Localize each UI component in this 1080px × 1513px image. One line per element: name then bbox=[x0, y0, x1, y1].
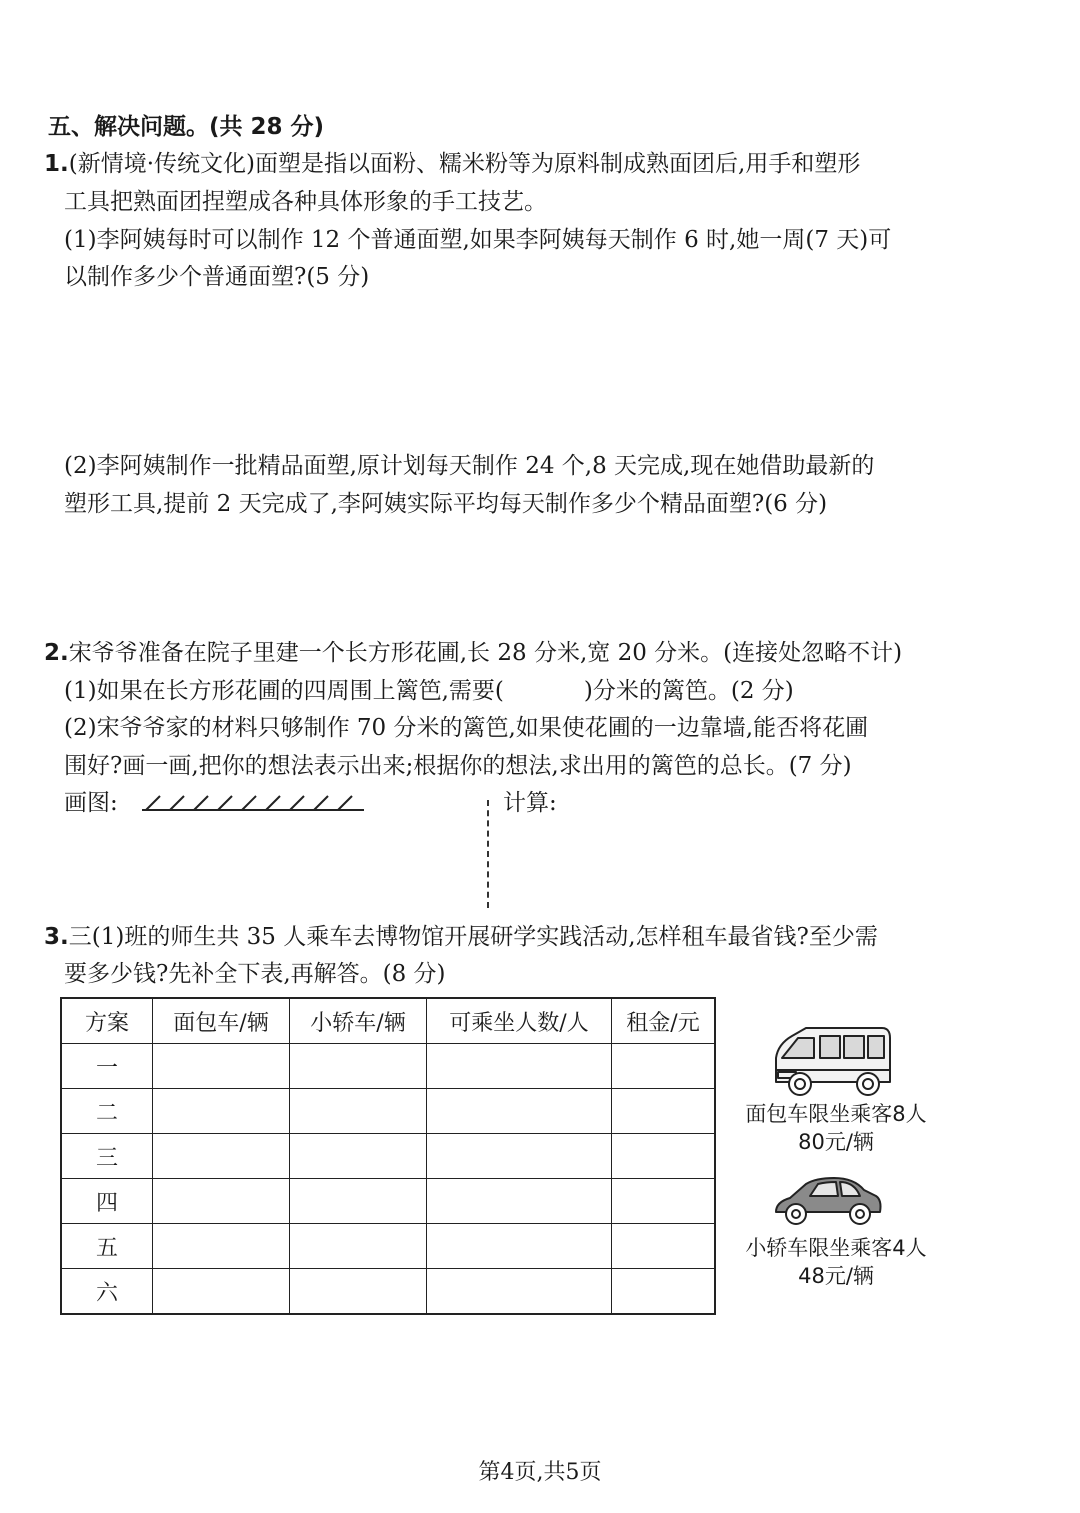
answer-cell[interactable] bbox=[612, 1224, 716, 1269]
answer-cell[interactable] bbox=[290, 1179, 427, 1224]
wall-hatch-icon bbox=[140, 790, 368, 814]
answer-cell[interactable] bbox=[153, 1224, 290, 1269]
car-price-label: 48元/辆 bbox=[798, 1264, 874, 1288]
question-1-part1-line1: (1)李阿姨每时可以制作 12 个普通面塑,如果李阿姨每天制作 6 时,她一周(7 天)可 bbox=[64, 227, 892, 253]
question-2-part1 bbox=[64, 676, 794, 706]
answer-cell[interactable] bbox=[290, 1089, 427, 1134]
question-2-number: 2. bbox=[44, 640, 69, 666]
rental-plan-table bbox=[60, 997, 716, 1315]
answer-cell[interactable] bbox=[153, 1134, 290, 1179]
question-2-part2-line2: 围好?画一画,把你的想法表示出来;根据你的想法,求出用的篱笆的总长。(7 分) bbox=[64, 753, 852, 779]
answer-cell[interactable] bbox=[290, 1269, 427, 1315]
answer-cell[interactable] bbox=[612, 1179, 716, 1224]
question-2-intro-text: 宋爷爷准备在院子里建一个长方形花圃,长 28 分米,宽 20 分米。(连接处忽略不计) bbox=[68, 640, 903, 666]
answer-cell[interactable] bbox=[427, 1044, 612, 1089]
answer-cell[interactable] bbox=[290, 1224, 427, 1269]
calc-label: 计算: bbox=[503, 790, 557, 816]
plan-label: 六 bbox=[61, 1269, 153, 1315]
question-1-intro-line1: (新情境·传统文化)面塑是指以面粉、糯米粉等为原料制成熟面团后,用手和塑形 bbox=[68, 151, 861, 177]
van-capacity-label: 面包车限坐乘客8人 bbox=[745, 1102, 927, 1126]
column-header: 面包车/辆 bbox=[153, 998, 290, 1044]
answer-cell[interactable] bbox=[153, 1044, 290, 1089]
question-2-part1-after: )分米的篱笆。(2 分) bbox=[583, 678, 794, 704]
column-header: 方案 bbox=[61, 998, 153, 1044]
question-3-number: 3. bbox=[44, 924, 69, 950]
page-number-footer: 第4页,共5页 bbox=[478, 1460, 602, 1485]
answer-cell[interactable] bbox=[290, 1044, 427, 1089]
question-3-intro bbox=[44, 922, 878, 952]
plan-label: 一 bbox=[61, 1044, 153, 1089]
answer-cell[interactable] bbox=[427, 1134, 612, 1179]
table-row bbox=[61, 1224, 715, 1269]
table-row bbox=[61, 1269, 715, 1315]
table-row bbox=[61, 1134, 715, 1179]
answer-cell[interactable] bbox=[427, 1269, 612, 1315]
plan-label: 二 bbox=[61, 1089, 153, 1134]
plan-label: 五 bbox=[61, 1224, 153, 1269]
answer-cell[interactable] bbox=[612, 1044, 716, 1089]
plan-label: 四 bbox=[61, 1179, 153, 1224]
table-row bbox=[61, 1179, 715, 1224]
car-icon bbox=[772, 1170, 884, 1232]
answer-cell[interactable] bbox=[290, 1134, 427, 1179]
answer-cell[interactable] bbox=[427, 1179, 612, 1224]
question-3-line1: 三(1)班的师生共 35 人乘车去博物馆开展研学实践活动,怎样租车最省钱?至少需 bbox=[68, 924, 878, 950]
table-row bbox=[61, 1044, 715, 1089]
question-1-intro-line2: 工具把熟面团捏塑成各种具体形象的手工技艺。 bbox=[64, 189, 547, 215]
table-row bbox=[61, 1089, 715, 1134]
draw-label: 画图: bbox=[64, 790, 118, 816]
question-2-part2-line1: (2)宋爷爷家的材料只够制作 70 分米的篱笆,如果使花圃的一边靠墙,能否将花圃 bbox=[64, 715, 869, 741]
van-icon bbox=[770, 1020, 896, 1100]
table-header-row bbox=[61, 998, 715, 1044]
answer-cell[interactable] bbox=[612, 1134, 716, 1179]
question-1-part2-line1: (2)李阿姨制作一批精品面塑,原计划每天制作 24 个,8 天完成,现在她借助最新的 bbox=[64, 453, 875, 479]
plan-label: 三 bbox=[61, 1134, 153, 1179]
dashed-divider bbox=[487, 800, 489, 908]
van-price-label: 80元/辆 bbox=[798, 1130, 874, 1154]
answer-cell[interactable] bbox=[153, 1089, 290, 1134]
column-header: 租金/元 bbox=[612, 998, 716, 1044]
question-1-part1-line2: 以制作多少个普通面塑?(5 分) bbox=[64, 264, 370, 290]
answer-cell[interactable] bbox=[612, 1269, 716, 1315]
answer-cell[interactable] bbox=[153, 1179, 290, 1224]
question-1-number: 1. bbox=[44, 151, 69, 177]
section-heading: 五、解决问题。(共 28 分) bbox=[48, 114, 325, 140]
question-2-intro bbox=[44, 638, 902, 668]
answer-cell[interactable] bbox=[153, 1269, 290, 1315]
question-1-intro bbox=[44, 149, 860, 179]
column-header: 小轿车/辆 bbox=[290, 998, 427, 1044]
column-header: 可乘坐人数/人 bbox=[427, 998, 612, 1044]
answer-cell[interactable] bbox=[427, 1089, 612, 1134]
car-capacity-label: 小轿车限坐乘客4人 bbox=[745, 1236, 927, 1260]
question-1-part2-line2: 塑形工具,提前 2 天完成了,李阿姨实际平均每天制作多少个精品面塑?(6 分) bbox=[64, 491, 828, 517]
question-3-line2: 要多少钱?先补全下表,再解答。(8 分) bbox=[64, 961, 446, 987]
question-2-part1-before: (1)如果在长方形花圃的四周围上篱笆,需要( bbox=[64, 678, 504, 704]
answer-cell[interactable] bbox=[427, 1224, 612, 1269]
answer-cell[interactable] bbox=[612, 1089, 716, 1134]
